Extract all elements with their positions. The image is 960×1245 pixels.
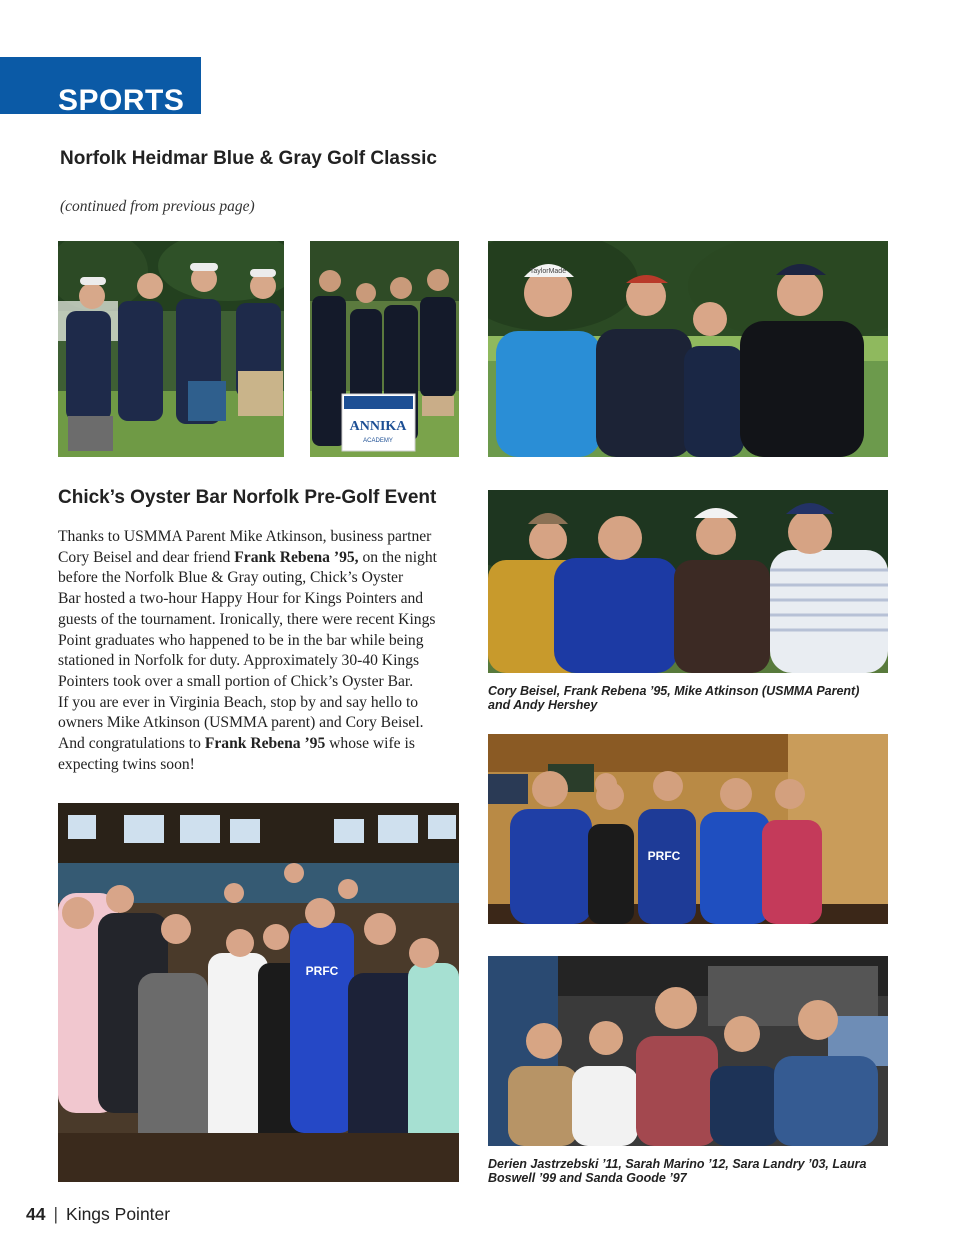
annika-academy-sign: [342, 394, 415, 451]
photo-golf-foursome: [58, 241, 284, 457]
sign-subtext: ACADEMY: [363, 438, 393, 444]
section-heading: Chick’s Oyster Bar Norfolk Pre-Golf Event: [58, 487, 437, 508]
section-label: SPORTS: [58, 84, 185, 117]
cap-text: TaylorMade: [529, 268, 567, 275]
photo-golf-group: [488, 241, 888, 457]
article-body: Thanks to USMMA Parent Mike Atkinson, business partner Cory Beisel and dear friend Frank Rebena ’95, on the night before the Norfolk Blue & Gray outing, Chick’s Oyster Bar hosted a two-hour Happy Hour for Kings Pointers and guests of the tournament. Ironically, there were recent Kings Point graduates who happened to be in the bar while being stationed in Norfolk for duty. Approximately 30-40 Kings Pointers took over a small portion of Chick’s Oyster Bar. If you are ever in Virginia Beach, stop by and say hello to owners Mike Atkinson (USMMA parent) and Cory Beisel. And congratulations to Frank Rebena ’95 whose wife is expecting twins soon!: [58, 528, 437, 773]
page-number: 44: [26, 1204, 46, 1224]
photo-caption-2: Derien Jastrzebski ’11, Sarah Marino ’12, Sara Landry ’03, Laura Boswell ’99 and Sanda Goode ’97: [488, 1157, 867, 1185]
publication-name: Kings Pointer: [66, 1204, 171, 1224]
page-title: Norfolk Heidmar Blue & Gray Golf Classic: [60, 148, 437, 169]
photo-bar-group: [488, 734, 888, 924]
jersey-text-2: PRFC: [305, 964, 339, 978]
photo-five-women: [488, 956, 888, 1146]
section-tab: [0, 57, 201, 117]
photo-bar-crowd: [58, 803, 459, 1182]
continued-note: (continued from previous page): [60, 198, 255, 215]
sign-text: ANNIKA: [349, 419, 407, 434]
photo-annika-academy: [310, 241, 459, 457]
footer-separator: |: [53, 1204, 59, 1224]
photo-caption-1: Cory Beisel, Frank Rebena ’95, Mike Atkinson (USMMA Parent) and Andy Hershey: [488, 684, 860, 712]
photo-cory-frank-mike-andy: [488, 490, 888, 673]
jersey-text-1: PRFC: [647, 849, 681, 863]
page-footer: [26, 1204, 170, 1225]
